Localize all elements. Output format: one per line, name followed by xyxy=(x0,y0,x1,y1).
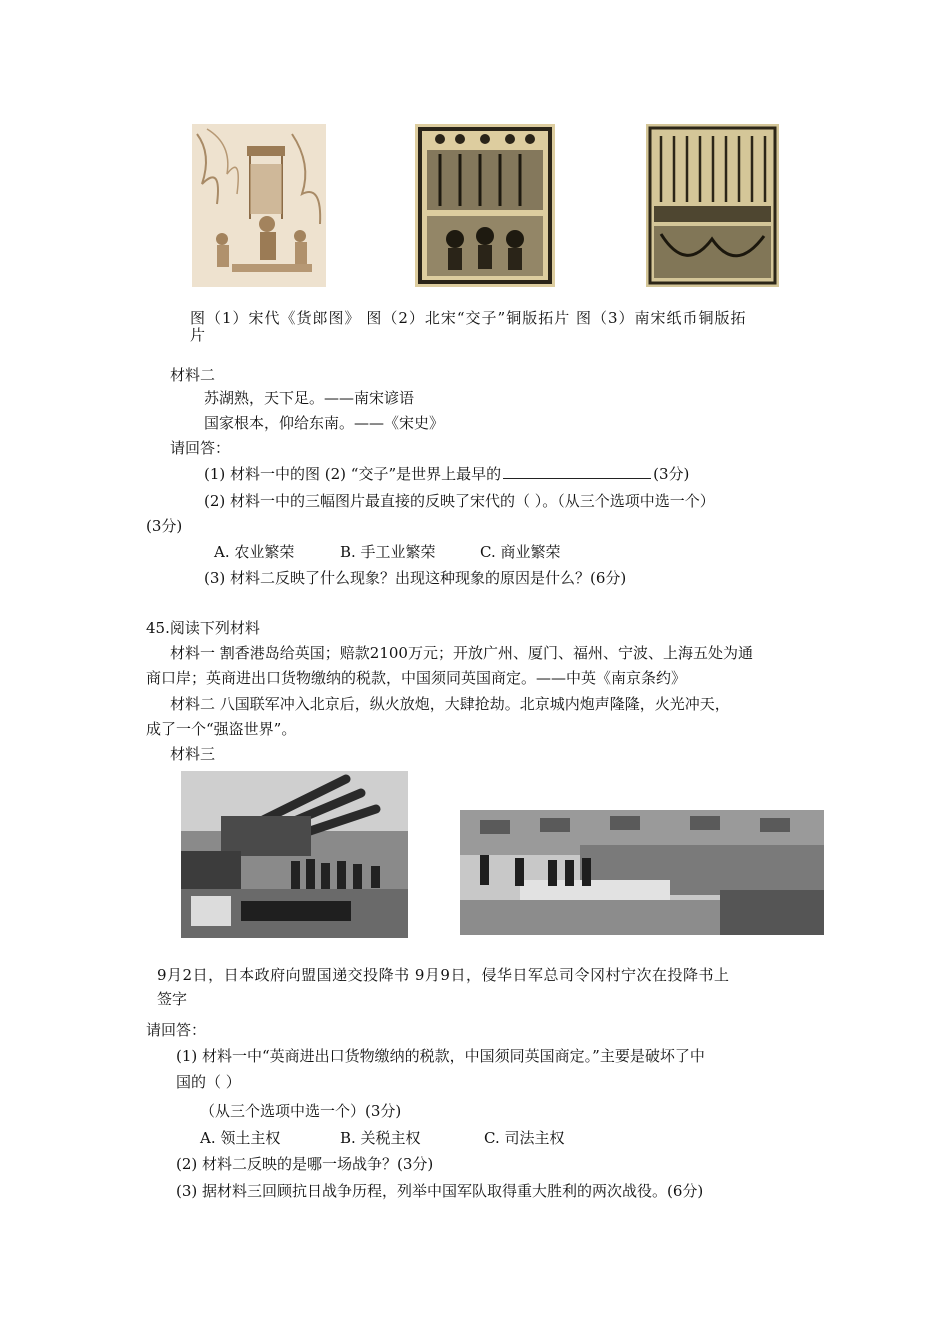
material2-quote-1: 苏湖熟，天下足。——南宋谚语 xyxy=(204,389,415,407)
material2-label: 材料二 xyxy=(170,366,216,384)
q45-material1-line1: 材料一 割香港岛给英国；赔款2100万元；开放广州、厦门、福州、宁波、上海五处为通 xyxy=(170,644,753,662)
nansong-banknote-rubbing-image xyxy=(646,124,779,287)
q44-sub2-line1: (2) 材料一中的三幅图片最直接的反映了宋代的（ ）。（从三个选项中选一个） xyxy=(204,492,715,510)
q45-ask-label: 请回答： xyxy=(146,1021,207,1039)
q45-option-c: C. 司法主权 xyxy=(484,1129,565,1147)
photo-captions-line2: 签字 xyxy=(157,990,188,1008)
q45-material2-line2: 成了一个“强盗世界”。 xyxy=(146,720,297,738)
q44-sub1-score: (3分) xyxy=(653,465,690,483)
jiaozi-rubbing-image xyxy=(415,124,555,287)
photo-captions-line1: 9月2日，日本政府向盟国递交投降书 9月9日，侵华日军总司令冈村宁次在投降书上 xyxy=(157,966,730,984)
q44-ask-label: 请回答： xyxy=(170,439,231,457)
q45-sub3: (3) 据材料三回顾抗日战争历程，列举中国军队取得重大胜利的两次战役。(6分) xyxy=(176,1182,704,1200)
top-figure-captions-line2: 片 xyxy=(190,326,206,344)
material2-quote-2: 国家根本，仰给东南。——《宋史》 xyxy=(204,414,445,432)
top-figure-captions-line1: 图（1）宋代《货郎图》 图（2）北宋“交子”铜版拓片 图（3）南宋纸币铜版拓 xyxy=(190,309,747,327)
q45-material3-label: 材料三 xyxy=(170,745,216,763)
q45-sub1-line1: (1) 材料一中“英商进出口货物缴纳的税款，中国须同英国商定。”主要是破坏了中 xyxy=(176,1047,705,1065)
q45-heading: 45.阅读下列材料 xyxy=(146,619,260,637)
q45-material2-line1: 材料二 八国联军冲入北京后，纵火放炮，大肆抢劫。北京城内炮声隆隆，火光冲天， xyxy=(170,695,730,713)
q44-sub2-line2: (3分) xyxy=(146,517,183,535)
q44-option-c: C. 商业繁荣 xyxy=(480,543,561,561)
q45-option-b: B. 关税主权 xyxy=(340,1129,421,1147)
q45-sub2: (2) 材料二反映的是哪一场战争？(3分) xyxy=(176,1155,434,1173)
answer-blank[interactable] xyxy=(503,464,651,479)
q45-sub1-line2: 国的（ ） xyxy=(176,1073,241,1091)
q44-sub3: (3) 材料二反映了什么现象？出现这种现象的原因是什么？(6分) xyxy=(204,569,627,587)
q45-material1-line2: 商口岸；英商进出口货物缴纳的税款，中国须同英国商定。——中英《南京条约》 xyxy=(146,669,687,687)
q44-sub1 xyxy=(204,464,689,484)
q44-sub1-text: (1) 材料一中的图 (2) “交子”是世界上最早的 xyxy=(204,465,502,483)
huolang-painting-image xyxy=(192,124,326,287)
surrender-ceremony-photo xyxy=(181,771,408,938)
q44-option-b: B. 手工业繁荣 xyxy=(340,543,436,561)
q45-sub1-line3: （从三个选项中选一个）(3分) xyxy=(200,1102,402,1120)
q44-option-a: A. 农业繁荣 xyxy=(214,543,295,561)
nanjing-surrender-signing-photo xyxy=(460,810,824,935)
q45-option-a: A. 领土主权 xyxy=(200,1129,281,1147)
